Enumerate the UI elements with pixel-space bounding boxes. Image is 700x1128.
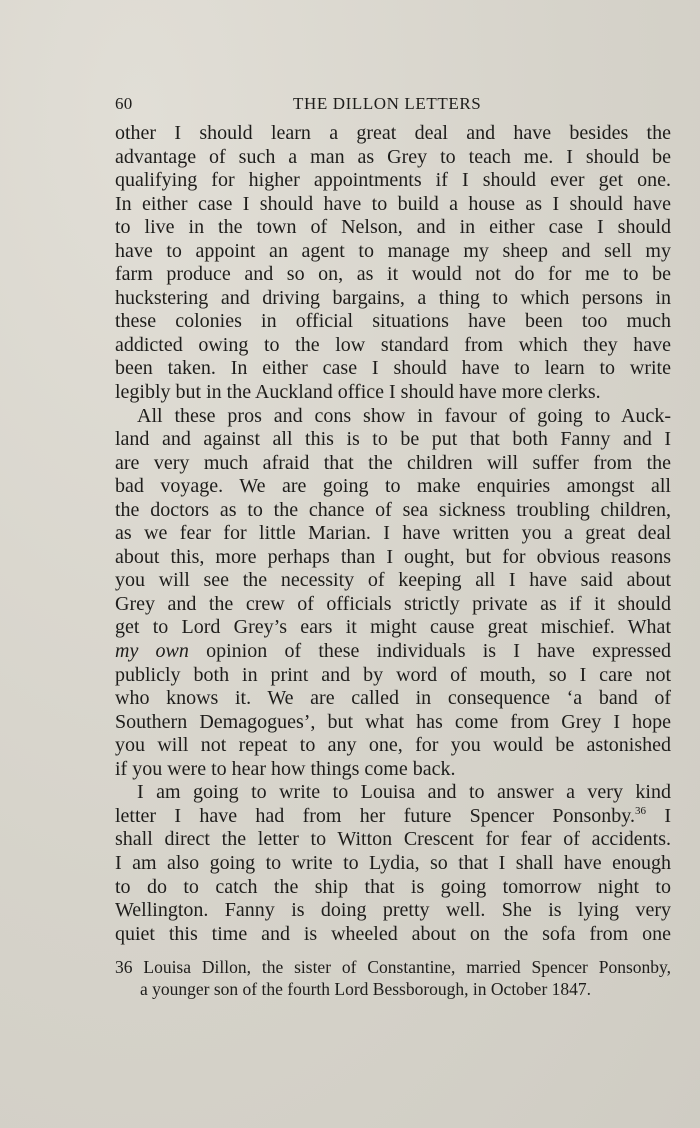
running-head — [115, 94, 669, 118]
text-line: you will not repeat to any one, for you would be astonished — [115, 734, 671, 757]
text-line-with-footnote-ref — [115, 805, 671, 829]
footnote-reference: 36 — [635, 804, 647, 817]
text-line: get to Lord Grey’s ears it might cause great mischief. What — [115, 616, 671, 639]
text-line: these colonies in official situations have been too much — [115, 310, 671, 333]
text-line: I am also going to write to Lydia, so that I shall have enough — [115, 851, 671, 874]
text-line: been taken. In either case I should have to learn to write — [115, 357, 671, 380]
text-line: Wellington. Fanny is doing pretty well. She is lying very — [115, 899, 671, 922]
footnote-text: Louisa Dillon, the sister of Constantine, married Spencer Ponsonby, — [143, 957, 671, 977]
footnote — [115, 956, 671, 1000]
text-line: shall direct the letter to Witton Crescent for fear of accidents. — [115, 828, 671, 851]
body-text — [115, 122, 671, 946]
text-line: All these pros and cons show in favour of going to Auck- — [137, 404, 671, 427]
text-line: farm produce and so on, as it would not do for me to be — [115, 263, 671, 286]
text-line: who knows it. We are called in consequence ‘a band of — [115, 687, 671, 710]
text-line: the doctors as to the chance of sea sickness troubling children, — [115, 498, 671, 521]
footnote-line: a younger son of the fourth Lord Bessborough, in October 1847. — [140, 979, 592, 999]
page-number: 60 — [115, 94, 133, 113]
text-line: if you were to hear how things come back. — [115, 757, 456, 780]
text-line-start: letter I have had from her future Spencer Ponsonby. — [115, 804, 636, 827]
text-line: huckstering and driving bargains, a thing to which persons in — [115, 286, 671, 309]
text-line: other I should learn a great deal and have besides the — [115, 122, 671, 144]
text-line: publicly both in print and by word of mouth, so I care not — [115, 663, 671, 686]
text-line: about this, more perhaps than I ought, but for obvious reasons — [115, 545, 671, 568]
text-line: you will see the necessity of keeping all I have said about — [115, 569, 671, 592]
text-line: Grey and the crew of officials strictly private as if it should — [115, 592, 671, 615]
text-line: advantage of such a man as Grey to teach me. I should be — [115, 145, 671, 168]
text-line: qualifying for higher appointments if I should ever get one. — [115, 169, 671, 192]
text-line: bad voyage. We are going to make enquiries amongst all — [115, 475, 671, 498]
footnote-number: 36 — [115, 957, 133, 977]
text-line-end: I — [664, 804, 671, 827]
italic-phrase: my own — [115, 640, 189, 663]
text-line: have to appoint an agent to manage my sheep and sell my — [115, 239, 671, 262]
text-line: I am going to write to Louisa and to answer a very kind — [137, 781, 671, 804]
text-line: quiet this time and is wheeled about on the sofa from one — [115, 922, 671, 945]
text-line: legibly but in the Auckland office I should have more clerks. — [115, 381, 601, 404]
text-line-with-italic — [115, 640, 671, 664]
text-line: addicted owing to the low standard from which they have — [115, 333, 671, 356]
text-line: are very much afraid that the children will suffer from the — [115, 451, 671, 474]
text-line-rest: opinion of these individuals is I have expressed — [206, 640, 671, 663]
text-line: to live in the town of Nelson, and in either case I should — [115, 216, 671, 239]
text-line: In either case I should have to build a house as I should have — [115, 192, 671, 215]
text-line: as we fear for little Marian. I have written you a great deal — [115, 522, 671, 545]
running-title: THE DILLON LETTERS — [293, 94, 482, 113]
text-line: Southern Demagogues’, but what has come from Grey I hope — [115, 710, 671, 733]
text-line: land and against all this is to be put that both Fanny and I — [115, 428, 671, 451]
text-line: to do to catch the ship that is going tomorrow night to — [115, 875, 671, 898]
footnote-line — [115, 956, 671, 978]
